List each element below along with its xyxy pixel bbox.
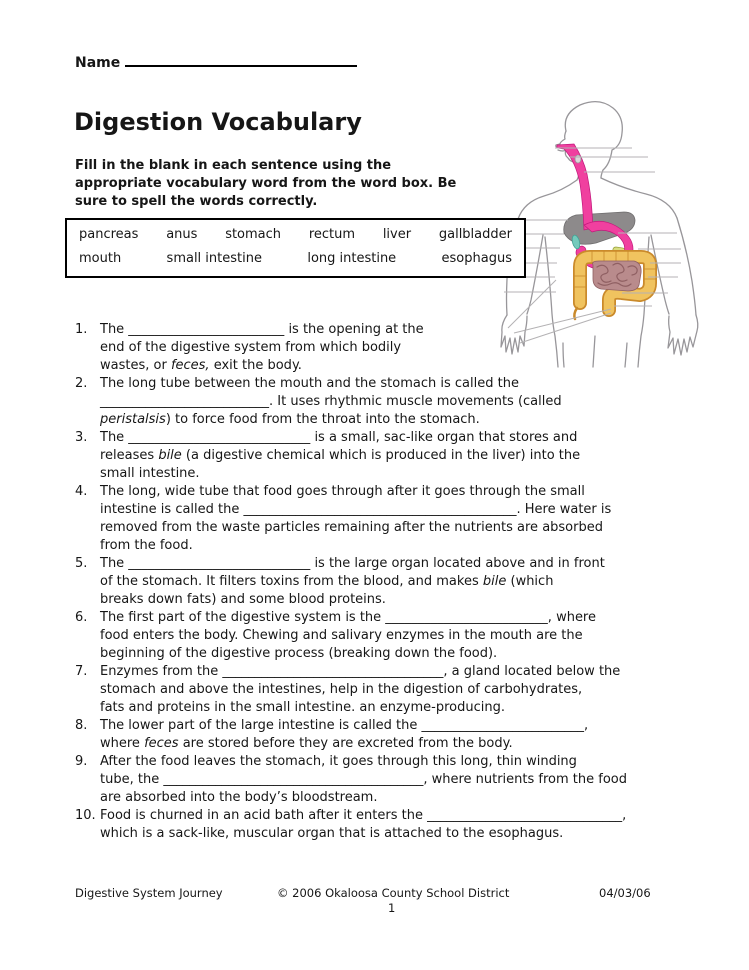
question-line: where feces are stored before they are excreted from the body. bbox=[100, 736, 513, 751]
footer-copyright: © 2006 Okaloosa County School District bbox=[277, 886, 510, 900]
question-text bbox=[100, 807, 626, 843]
word-box-word: rectum bbox=[308, 227, 356, 242]
question-number: 7. bbox=[75, 664, 88, 679]
question-line: fats and proteins in the small intestine. an enzyme-producing. bbox=[100, 700, 505, 715]
footer-page-number: 1 bbox=[388, 901, 396, 915]
question-line: of the stomach. It filters toxins from the blood, and makes bile (which bbox=[100, 574, 554, 589]
question-text bbox=[100, 321, 424, 375]
word-box-word: esophagus bbox=[441, 251, 512, 266]
question-number: 10. bbox=[75, 808, 96, 823]
question-line: from the food. bbox=[100, 538, 193, 553]
question-line: The ________________________ is the opening at the bbox=[100, 322, 424, 337]
question-line: intestine is called the __________________________________________. Here water is bbox=[100, 502, 612, 517]
question-number: 6. bbox=[75, 610, 88, 625]
question-item bbox=[75, 321, 627, 375]
question-number: 4. bbox=[75, 484, 88, 499]
word-box-word: liver bbox=[382, 227, 412, 242]
footer-document-title: Digestive System Journey bbox=[75, 886, 223, 900]
question-number: 3. bbox=[75, 430, 88, 445]
question-line: The first part of the digestive system is the _________________________, where bbox=[100, 610, 596, 625]
footer-date: 04/03/06 bbox=[599, 886, 651, 900]
question-number: 8. bbox=[75, 718, 88, 733]
question-line: The ____________________________ is a small, sac-like organ that stores and bbox=[100, 430, 578, 445]
question-line: small intestine. bbox=[100, 466, 200, 481]
name-blank-line bbox=[125, 52, 357, 67]
question-line: Enzymes from the __________________________________, a gland located below the bbox=[100, 664, 621, 679]
question-item bbox=[75, 663, 627, 717]
question-text bbox=[100, 663, 620, 717]
question-line: removed from the waste particles remaining after the nutrients are absorbed bbox=[100, 520, 603, 535]
question-number: 9. bbox=[75, 754, 88, 769]
word-box-row bbox=[79, 251, 512, 267]
instructions-line: appropriate vocabulary word from the word box. Be bbox=[75, 176, 457, 191]
question-item bbox=[75, 483, 627, 555]
question-line: The long tube between the mouth and the stomach is called the bbox=[100, 376, 519, 391]
question-item bbox=[75, 555, 627, 609]
instructions-line: Fill in the blank in each sentence using the bbox=[75, 158, 392, 173]
question-line: __________________________. It uses rhythmic muscle movements (called bbox=[100, 394, 562, 409]
instructions bbox=[75, 157, 456, 211]
question-item bbox=[75, 753, 627, 807]
question-number: 5. bbox=[75, 556, 88, 571]
question-line: releases bile (a digestive chemical which is produced in the liver) into the bbox=[100, 448, 581, 463]
name-row bbox=[75, 52, 357, 71]
question-line: After the food leaves the stomach, it goes through this long, thin winding bbox=[100, 754, 577, 769]
question-number: 1. bbox=[75, 322, 88, 337]
question-list bbox=[75, 321, 627, 843]
word-box-word: stomach bbox=[225, 227, 282, 242]
instructions-line: sure to spell the words correctly. bbox=[75, 194, 318, 209]
word-box-word: long intestine bbox=[307, 251, 397, 266]
question-text bbox=[100, 375, 562, 429]
question-line: The ____________________________ is the large organ located above and in front bbox=[100, 556, 605, 571]
question-line: The long, wide tube that food goes through after it goes through the small bbox=[100, 484, 585, 499]
question-line: wastes, or feces, exit the body. bbox=[100, 358, 302, 373]
question-text bbox=[100, 717, 588, 753]
question-text bbox=[100, 753, 627, 807]
word-box-word: gallbladder bbox=[438, 227, 512, 242]
question-number: 2. bbox=[75, 376, 88, 391]
question-line: stomach and above the intestines, help in the digestion of carbohydrates, bbox=[100, 682, 583, 697]
question-item bbox=[75, 375, 627, 429]
question-item bbox=[75, 807, 627, 843]
question-text bbox=[100, 555, 605, 609]
right-hand-outline bbox=[668, 315, 698, 355]
question-text bbox=[100, 483, 611, 555]
word-box-word: anus bbox=[166, 227, 198, 242]
word-box-word: small intestine bbox=[166, 251, 262, 266]
question-line: tube, the ________________________________________, where nutrients from the food bbox=[100, 772, 628, 787]
throat-shape bbox=[575, 155, 581, 163]
word-box bbox=[65, 218, 526, 278]
small-intestine-shape bbox=[593, 261, 642, 291]
word-box-word: pancreas bbox=[79, 227, 139, 242]
word-box-word: mouth bbox=[79, 251, 122, 266]
question-line: peristalsis) to force food from the throat into the stomach. bbox=[100, 412, 480, 427]
page-title: Digestion Vocabulary bbox=[74, 108, 362, 136]
question-line: The lower part of the large intestine is called the _________________________, bbox=[100, 718, 589, 733]
question-line: are absorbed into the body’s bloodstream. bbox=[100, 790, 378, 805]
question-line: beginning of the digestive process (breaking down the food). bbox=[100, 646, 498, 661]
question-text bbox=[100, 429, 580, 483]
name-label: Name bbox=[75, 55, 121, 71]
question-line: which is a sack-like, muscular organ that is attached to the esophagus. bbox=[100, 826, 564, 841]
question-text bbox=[100, 609, 596, 663]
question-item bbox=[75, 429, 627, 483]
question-item bbox=[75, 609, 627, 663]
question-line: food enters the body. Chewing and salivary enzymes in the mouth are the bbox=[100, 628, 583, 643]
word-box-row bbox=[79, 227, 512, 243]
question-line: breaks down fats) and some blood proteins. bbox=[100, 592, 386, 607]
question-line: Food is churned in an acid bath after it enters the ______________________________, bbox=[100, 808, 627, 823]
question-item bbox=[75, 717, 627, 753]
question-line: end of the digestive system from which bodily bbox=[100, 340, 402, 355]
